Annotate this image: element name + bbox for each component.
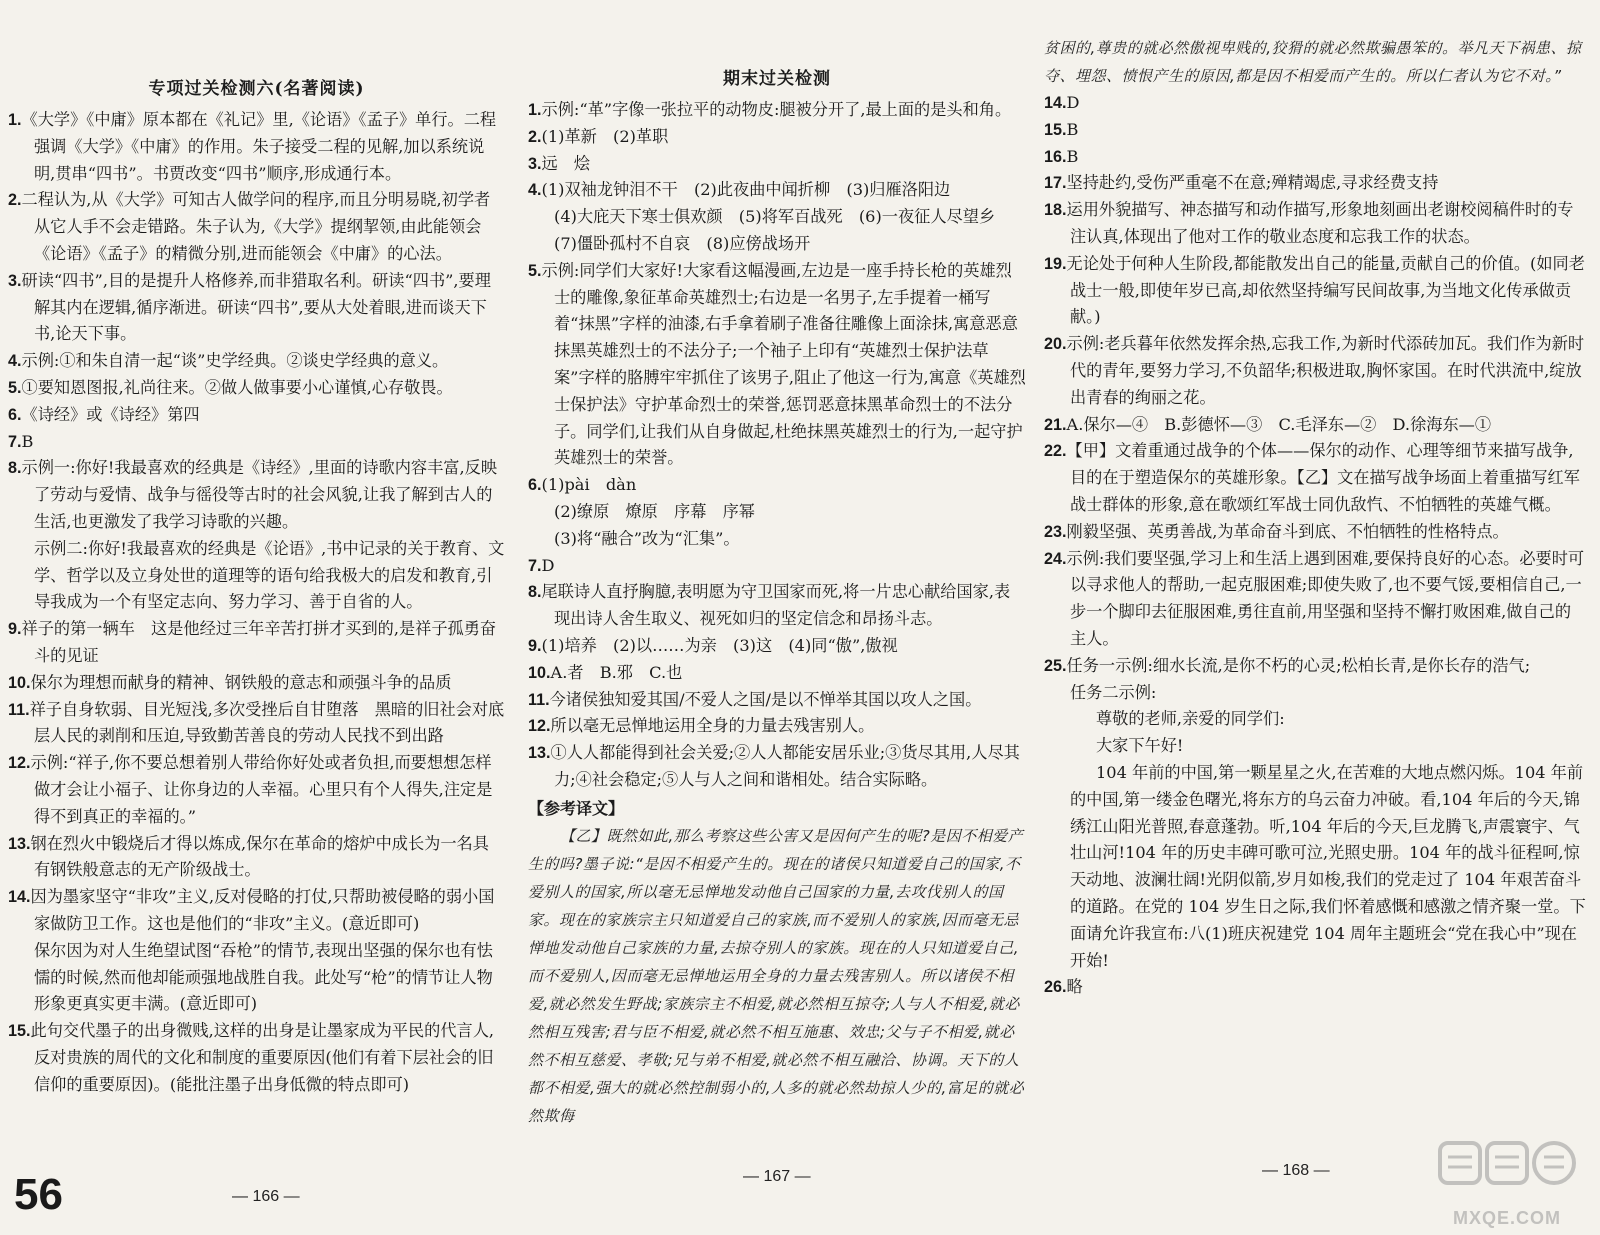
answer-item <box>1044 90 1586 117</box>
answer-number: 25. <box>1044 656 1067 675</box>
reference-translation-title: 【参考译文】 <box>528 798 625 818</box>
answer-item <box>528 553 1026 580</box>
answer-item <box>528 151 1026 178</box>
answer-number: 17. <box>1044 174 1067 193</box>
answer-number: 1. <box>8 111 22 129</box>
answer-number: 6. <box>8 405 22 424</box>
answer-number: 22. <box>1044 442 1067 461</box>
answer-text: (1)培养 (2)以……为亲 (3)这 (4)同“傲”,傲视 <box>541 635 898 655</box>
answer-number: 16. <box>1044 147 1067 166</box>
answer-text: A.保尔—④ B.彭德怀—③ C.毛泽东—② D.徐海东—① <box>1066 414 1492 434</box>
answer-item <box>1044 117 1586 144</box>
answer-number: 8. <box>528 583 542 602</box>
answer-text: 二程认为,从《大学》可知古人做学问的程序,而且分明易晓,初学者从它人手不会走错路。朱子认为,《大学》提纲挈领,由此能领会《论语》《孟子》的精微分别,进而能领会《中庸》的心法。 <box>21 190 491 263</box>
answer-item <box>528 579 1026 633</box>
answer-number: 18. <box>1044 201 1067 220</box>
answer-number: 23. <box>1044 522 1067 541</box>
answer-text: 《大学》《中庸》原本都在《礼记》里,《论语》《孟子》单行。二程强调《大学》《中庸》的作用。朱子接受二程的见解,加以系统说明,贯串“四书”。书贾改变“四书”顺序,形成通行本。 <box>21 110 497 183</box>
answer-item <box>528 97 1026 124</box>
answer-text: 示例:我们要坚强,学习上和生活上遇到困难,要保持良好的心态。必要时可以寻求他人的帮助,一起克服困难;即使失败了,也不要气馁,要相信自己,一步一个脚印去征服困难,勇往直前,用坚强和坚持不懈打败困难,做自己的主人。 <box>1066 548 1585 648</box>
answer-subitem: (3)将“融合”改为“汇集”。 <box>554 528 740 548</box>
answer-subitem: 示例二:你好!我最喜欢的经典是《论语》,书中记录的关于教育、文学、哲学以及立身处世的道理等的语句给我极大的启发和教育,引导我成为一个有坚定志向、努力学习、善于自省的人。 <box>34 538 505 612</box>
answer-number: 9. <box>528 636 542 655</box>
answer-item <box>1044 412 1586 439</box>
answer-text: 《诗经》或《诗经》第四 <box>21 404 200 424</box>
answer-item <box>528 713 1026 740</box>
answer-item <box>8 455 505 535</box>
answer-item <box>8 884 505 938</box>
answer-text: D <box>541 555 555 575</box>
answer-number: 5. <box>528 261 542 280</box>
answer-item <box>528 740 1026 794</box>
answer-text: D <box>1066 93 1080 112</box>
answer-text: 今诸侯独知爱其国/不爱人之国/是以不惮举其国以攻人之国。 <box>549 689 982 709</box>
answer-text: 示例:老兵暮年依然发挥余热,忘我工作,为新时代添砖加瓦。我们作为新时代的青年,要努力学习,不负韶华;积极进取,胸怀家国。在时代洪流中,绽放出青春的绚丽之花。 <box>1066 334 1585 407</box>
answer-item <box>1044 251 1586 331</box>
answer-text: 刚毅坚强、英勇善战,为革命奋斗到底、不怕牺牲的性格特点。 <box>1066 521 1509 541</box>
speech-paragraph: 104 年前的中国,第一颗星星之火,在苦难的大地点燃闪烁。104 年前的中国,第一缕金色曙光,将东方的乌云奋力冲破。看,104 年后的今天,锦绣江山阳光普照,春意蓬勃。听,104 年后的今天,巨龙腾飞,声震寰宇、气壮山河!104 年的历史丰碑可歌可泣,光照史册。104 年的战斗征程呵,惊天动地、波澜壮阔!光阴似箭,岁月如梭,我们的党走过了 104 年艰苦奋斗的道路。在党的 104 岁生日之际,我们怀着感慨和感激之情齐聚一堂。下面请允许我宣布:八(1)班庆祝建党 104 周年主题班会“党在我心中”现在开始! <box>1070 762 1586 970</box>
answer-item <box>8 268 505 348</box>
answer-item <box>8 429 505 456</box>
answer-item <box>1044 546 1586 653</box>
answer-item <box>1044 331 1586 411</box>
answer-number: 10. <box>528 663 551 682</box>
answer-number: 21. <box>1044 415 1067 434</box>
answer-text: 祥子的第一辆车 这是他经过三年辛苦打拼才买到的,是祥子孤勇奋斗的见证 <box>21 619 497 665</box>
reference-translation-continued: 贫困的,尊贵的就必然傲视卑贱的,狡猾的就必然欺骗愚笨的。举凡天下祸患、掠夺、埋怨、愤恨产生的原因,都是因不相爱而产生的。所以仁者认为它不对。” <box>1044 39 1582 85</box>
answer-number: 1. <box>528 101 542 119</box>
answer-text: ①人人都能得到社会关爱;②人人都能安居乐业;③货尽其用,人尽其力;④社会稳定;⑤人与人之间和谐相处。结合实际略。 <box>550 743 1020 789</box>
answer-text: 【甲】文着重通过战争的个体——保尔的动作、心理等细节来描写战争,目的在于塑造保尔的英雄形象。【乙】文在描写战争场面上着重描写红军战士群体的形象,意在歌颂红军战士同仇敌忾、不怕牺牲的英雄气概。 <box>1066 441 1580 514</box>
answer-text: B <box>21 431 34 451</box>
answer-item <box>528 472 1026 499</box>
page-number-168: — 168 — <box>1262 1162 1330 1179</box>
answer-number: 11. <box>8 700 30 719</box>
answer-number: 14. <box>8 888 31 907</box>
page-number-167: — 167 — <box>743 1168 811 1185</box>
answer-text: A.者 B.邪 C.也 <box>550 662 683 682</box>
answer-item <box>528 177 1026 204</box>
answer-subitem: (7)僵卧孤村不自哀 (8)应傍战场开 <box>554 233 811 253</box>
answer-text: B <box>1066 119 1079 139</box>
answer-text: 示例:同学们大家好!大家看这幅漫画,左边是一座手持长枪的英雄烈士的雕像,象征革命英雄烈士;右边是一名男子,左手提着一桶写着“抹黑”字样的油漆,右手拿着刷子准备往雕像上面涂抹,寓意恶意抹黑英雄烈士的不法分子;一个袖子上印有“英雄烈士保护法草案”字样的胳膊牢牢抓住了该男子,阻止了他这一行为,寓意《英雄烈士保护法》守护革命烈士的荣誉,惩罚恶意抹黑革命烈士的不法分子。同学们,让我们从自身做起,杜绝抹黑英雄烈士的行为,一起守护英雄烈士的荣誉。 <box>541 260 1026 468</box>
answer-number: 13. <box>528 744 551 763</box>
answer-number: 3. <box>8 271 22 290</box>
answer-text: 研读“四书”,目的是提升人格修养,而非猎取名利。研读“四书”,要理解其内在逻辑,循序渐进。研读“四书”,要从大处着眼,进而谈天下书,论天下事。 <box>21 270 491 344</box>
answer-item <box>8 670 505 697</box>
answer-item <box>8 348 505 375</box>
answer-number: 4. <box>528 181 542 200</box>
answer-subitem: (4)大庇天下寒士俱欢颜 (5)将军百战死 (6)一夜征人尽望乡 <box>554 207 996 227</box>
answer-number: 12. <box>528 717 551 736</box>
answer-text: 因为墨家坚守“非攻”主义,反对侵略的打仗,只帮助被侵略的弱小国家做防卫工作。这也是他们的“非攻”主义。(意近即可) <box>30 887 495 933</box>
answer-item <box>528 258 1026 472</box>
answer-subitem: 保尔因为对人生绝望试图“吞枪”的情节,表现出坚强的保尔也有怯懦的时候,然而他却能顽强地战胜自我。此处写“枪”的情节让人物形象更真实更丰满。(意近即可) <box>34 940 493 1014</box>
answer-item <box>528 660 1026 687</box>
answer-text: 示例:“祥子,你不要总想着别人带给你好处或者负担,而要想想怎样做才会让小福子、让你身边的人幸福。心里只有个人得失,注定是得不到真正的幸福的。” <box>30 753 493 826</box>
answer-number: 26. <box>1044 978 1067 997</box>
answer-item <box>1044 974 1586 1001</box>
answer-number: 13. <box>8 834 31 853</box>
answer-item <box>8 107 505 187</box>
answer-text: 示例:①和朱自清一起“谈”史学经典。②谈史学经典的意义。 <box>21 351 449 371</box>
middle-answer-list <box>528 97 1026 794</box>
answer-number: 7. <box>528 556 542 575</box>
answer-item <box>1044 519 1586 546</box>
section-title-middle: 期末过关检测 <box>723 69 831 89</box>
answer-number: 7. <box>8 432 22 451</box>
answer-text: (1)双袖龙钟泪不干 (2)此夜曲中闻折柳 (3)归雁洛阳边 <box>541 180 951 200</box>
answer-text: (1)革新 (2)革职 <box>541 126 669 146</box>
answer-number: 9. <box>8 620 22 639</box>
answer-item <box>8 1018 505 1098</box>
answer-item <box>1044 438 1586 518</box>
answer-number: 12. <box>8 754 31 773</box>
watermark-text: MXQE.COM <box>1452 1208 1561 1228</box>
answer-number: 5. <box>8 378 22 397</box>
answer-number: 8. <box>8 459 22 478</box>
answer-item <box>1044 170 1586 197</box>
middle-column <box>522 0 1032 1235</box>
answer-item <box>1044 197 1586 251</box>
answer-item <box>8 616 505 670</box>
answer-number: 2. <box>528 127 542 146</box>
answer-text: 钢在烈火中锻烧后才得以炼成,保尔在革命的熔炉中成长为一名具有钢铁般意志的无产阶级战士。 <box>30 833 489 880</box>
answer-item <box>1044 144 1586 171</box>
answer-text: 坚持赴约,受伤严重毫不在意;殚精竭虑,寻求经费支持 <box>1066 173 1439 193</box>
answer-item <box>8 375 505 402</box>
answer-text: B <box>1066 146 1079 166</box>
answer-number: 24. <box>1044 549 1067 568</box>
answer-number: 15. <box>1044 120 1067 139</box>
answer-number: 6. <box>528 476 542 495</box>
watermark-logo-icon <box>1432 1137 1582 1207</box>
answer-number: 3. <box>528 154 542 173</box>
answer-number: 11. <box>528 690 550 709</box>
answer-text: 运用外貌描写、神态描写和动作描写,形象地刻画出老谢校阅稿件时的专注认真,体现出了他对工作的敬业态度和忘我工作的状态。 <box>1066 200 1574 246</box>
answer-subitem: 任务二示例: <box>1070 682 1157 702</box>
answer-number: 20. <box>1044 335 1067 354</box>
answer-text: (1)pài dàn <box>541 475 637 495</box>
answer-number: 10. <box>8 673 31 692</box>
reference-translation-text: 【乙】既然如此,那么考察这些公害又是因何产生的呢?是因不相爱产生的吗?墨子说:“是因不相爱产生的。现在的诸侯只知道爱自己的国家,不爱别人的国家,所以毫无忌惮地发动他自己国家的力量,去攻伐别人的国家。现在的家族宗主只知道爱自己的家族,而不爱别人的家族,因而毫无忌惮地发动他自己家族的力量,去掠夺别人的家族。现在的人只知道爱自己,而不爱别人,因而毫无忌惮地运用全身的力量去残害别人。所以诸侯不相爱,就必然发生野战;家族宗主不相爱,就必然相互掠夺;人与人不相爱,就必然相互残害;君与臣不相爱,就必然不相互施惠、效忠;父与子不相爱,就必然不相互慈爱、孝敬;兄与弟不相爱,就必然不相互融洽、协调。天下的人都不相爱,强大的就必然控制弱小的,人多的就必然劫掠人少的,富足的就必然欺侮 <box>528 826 1025 1125</box>
answer-text: 祥子自身软弱、目光短浅,多次受挫后自甘堕落 黑暗的旧社会对底层人民的剥削和压迫,导致勤苦善良的劳动人民找不到出路 <box>29 699 505 746</box>
speech-paragraph: 尊敬的老师,亲爱的同学们: <box>1096 709 1285 729</box>
answer-text: ①要知恩图报,礼尚往来。②做人做事要小心谨慎,心存敬畏。 <box>21 377 453 397</box>
answer-number: 15. <box>8 1022 31 1041</box>
answer-number: 4. <box>8 352 22 371</box>
answer-item <box>8 697 505 751</box>
answer-item <box>1044 653 1586 680</box>
answer-subitem: (2)缭原 燎原 序幕 序幂 <box>554 501 755 521</box>
answer-item <box>8 402 505 429</box>
answer-number: 14. <box>1044 94 1067 112</box>
section-title-left: 专项过关检测六(名著阅读) <box>148 79 365 99</box>
answer-number: 2. <box>8 191 22 210</box>
answer-text: 略 <box>1066 977 1083 997</box>
answer-text: 此句交代墨子的出身微贱,这样的出身是让墨家成为平民的代言人,反对贵族的周代的文化和制度的重要原因(他们有着下层社会的旧信仰的重要原因)。(能批注墨子出身低微的特点即可) <box>30 1021 495 1094</box>
answer-item <box>8 750 505 830</box>
answer-text: 示例:“革”字像一张拉平的动物皮:腿被分开了,最上面的是头和角。 <box>541 100 1012 119</box>
answer-number: 19. <box>1044 254 1067 273</box>
speech-paragraph: 大家下午好! <box>1096 736 1184 756</box>
answer-item <box>528 633 1026 660</box>
answer-text: 无论处于何种人生阶段,都能散发出自己的能量,贡献自己的价值。(如同老战士一般,即使年岁已高,却依然坚持编写民间故事,为当地文化传承做贡献。) <box>1066 253 1585 327</box>
left-column <box>0 0 515 1235</box>
answer-item <box>528 124 1026 151</box>
answer-item <box>8 831 505 885</box>
answer-text: 远 烩 <box>541 153 591 173</box>
answer-item <box>528 687 1026 714</box>
page-number-166: — 166 — <box>232 1188 300 1205</box>
answer-text: 任务一示例:细水长流,是你不朽的心灵;松柏长青,是你长存的浩气; <box>1066 655 1531 675</box>
answer-text: 尾联诗人直抒胸臆,表明愿为守卫国家而死,将一片忠心献给国家,表现出诗人舍生取义、视死如归的坚定信念和昂扬斗志。 <box>541 582 1011 629</box>
right-answer-list <box>1044 90 1586 1001</box>
right-column <box>1038 0 1600 1235</box>
left-answer-list <box>8 107 505 1098</box>
answer-item <box>8 187 505 267</box>
answer-text: 示例一:你好!我最喜欢的经典是《诗经》,里面的诗歌内容丰富,反映了劳动与爱情、战争与徭役等古时的社会风貌,让我了解到古人的生活,也更激发了我学习诗歌的兴趣。 <box>21 458 498 531</box>
answer-text: 所以毫无忌惮地运用全身的力量去残害别人。 <box>550 716 875 736</box>
corner-page-number: 56 <box>14 1170 63 1219</box>
watermark-logo <box>1432 1137 1582 1229</box>
answer-text: 保尔为理想而献身的精神、钢铁般的意志和顽强斗争的品质 <box>30 672 452 692</box>
